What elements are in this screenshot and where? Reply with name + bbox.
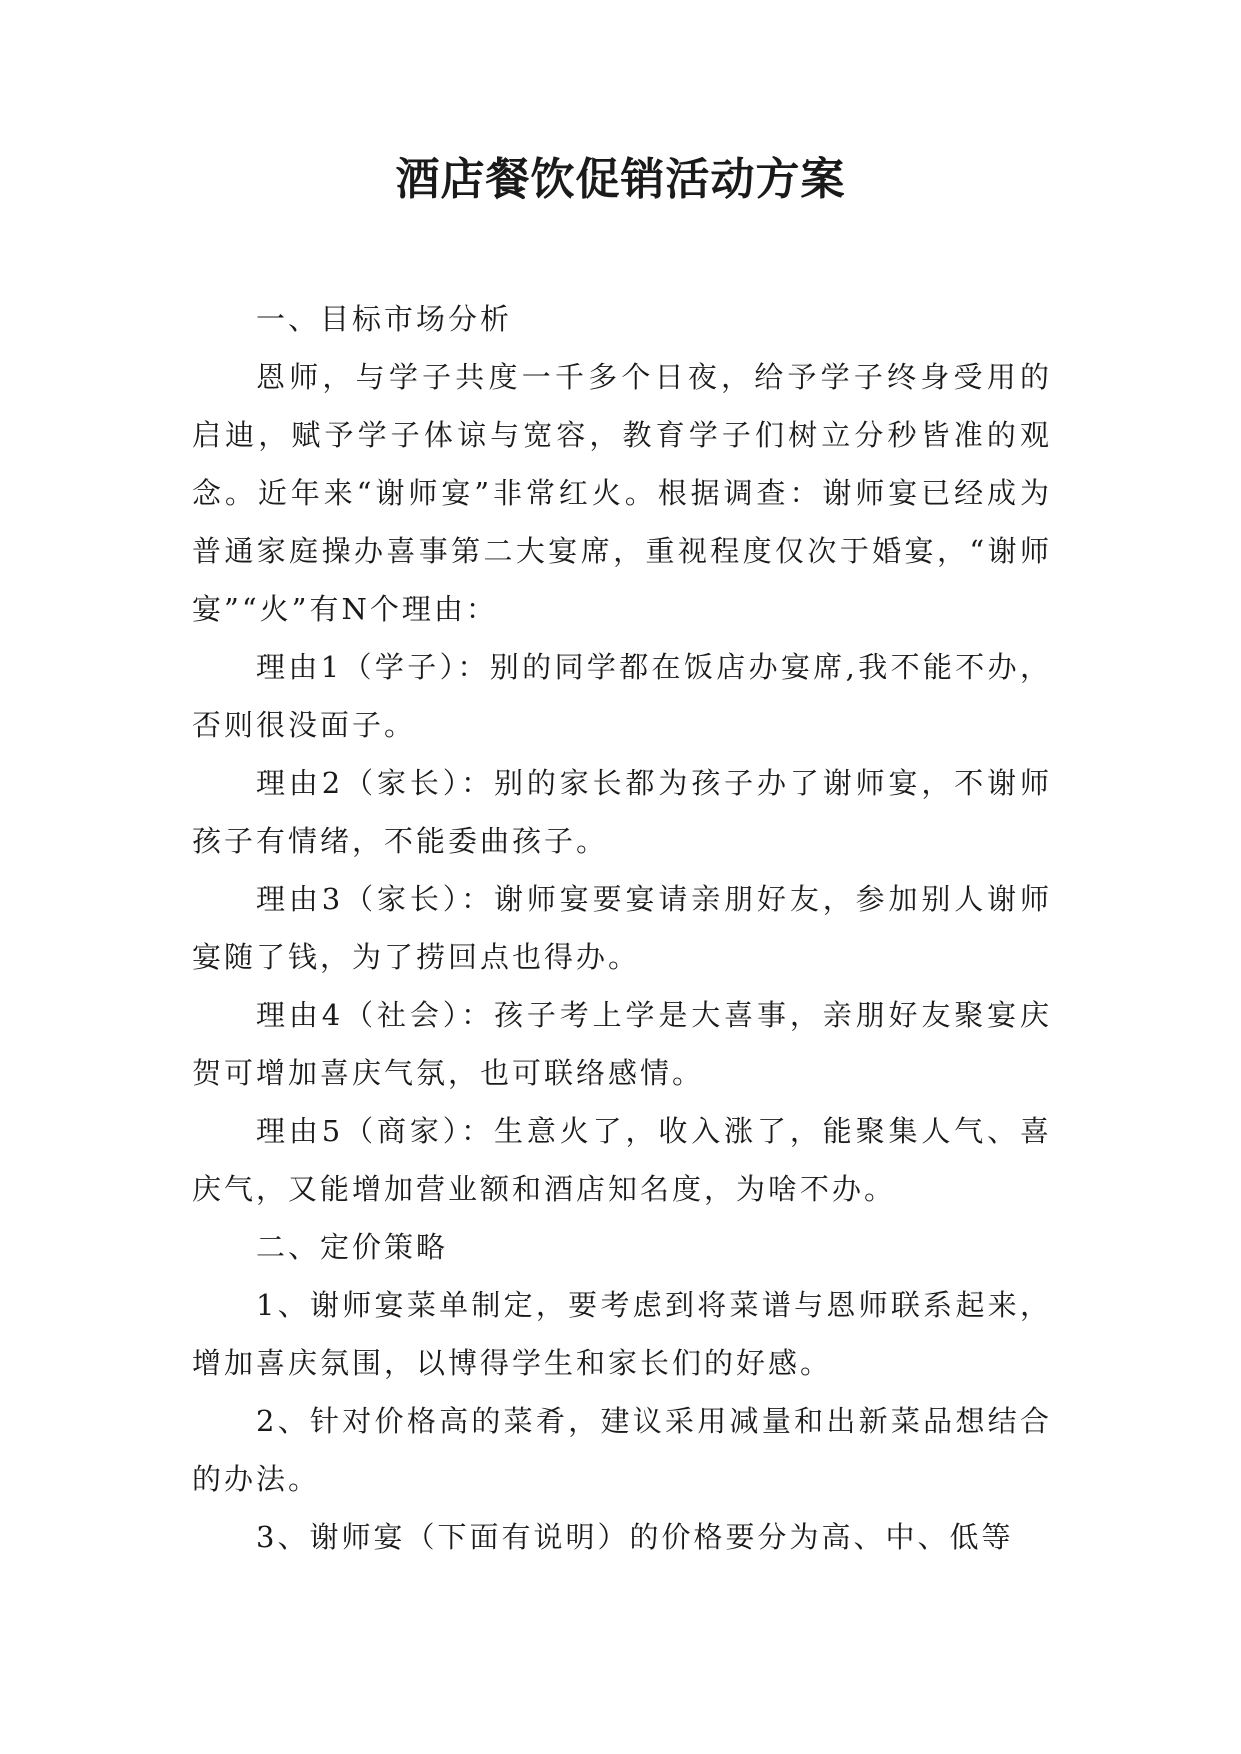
paragraph-reason-3: 理由3（家长）：谢师宴要宴请亲朋好友，参加别人谢师宴随了钱，为了捞回点也得办。 [192, 882, 1052, 974]
section-heading-pricing: 二、定价策略 [256, 1230, 449, 1264]
document-body [192, 290, 1052, 1566]
paragraph-reason-2: 理由2（家长）：别的家长都为孩子办了谢师宴，不谢师孩子有情绪，不能委曲孩子。 [192, 766, 1052, 858]
paragraph-pricing-3: 3、谢师宴（下面有说明）的价格要分为高、中、低等 [256, 1520, 1014, 1554]
paragraph-intro: 恩师，与学子共度一千多个日夜，给予学子终身受用的启迪，赋予学子体谅与宽容，教育学子们树立分秒皆准的观念。近年来“谢师宴”非常红火。根据调查：谢师宴已经成为普通家庭操办喜事第二大宴席，重视程度仅次于婚宴，“谢师宴”“火”有N个理由： [192, 360, 1052, 626]
document-title: 酒店餐饮促销活动方案 [395, 154, 846, 205]
paragraph-reason-1: 理由1（学子）：别的同学都在饭店办宴席,我不能不办，否则很没面子。 [192, 650, 1052, 742]
paragraph-reason-4: 理由4（社会）：孩子考上学是大喜事，亲朋好友聚宴庆贺可增加喜庆气氛，也可联络感情。 [192, 998, 1052, 1090]
paragraph-reason-5: 理由5（商家）：生意火了，收入涨了，能聚集人气、喜庆气，又能增加营业额和酒店知名度，为啥不办。 [192, 1114, 1052, 1206]
paragraph-pricing-2: 2、针对价格高的菜肴，建议采用减量和出新菜品想结合的办法。 [192, 1404, 1052, 1496]
section-heading-market-analysis: 一、目标市场分析 [256, 302, 513, 336]
paragraph-pricing-1: 1、谢师宴菜单制定，要考虑到将菜谱与恩师联系起来，增加喜庆氛围，以博得学生和家长们的好感。 [192, 1288, 1052, 1380]
